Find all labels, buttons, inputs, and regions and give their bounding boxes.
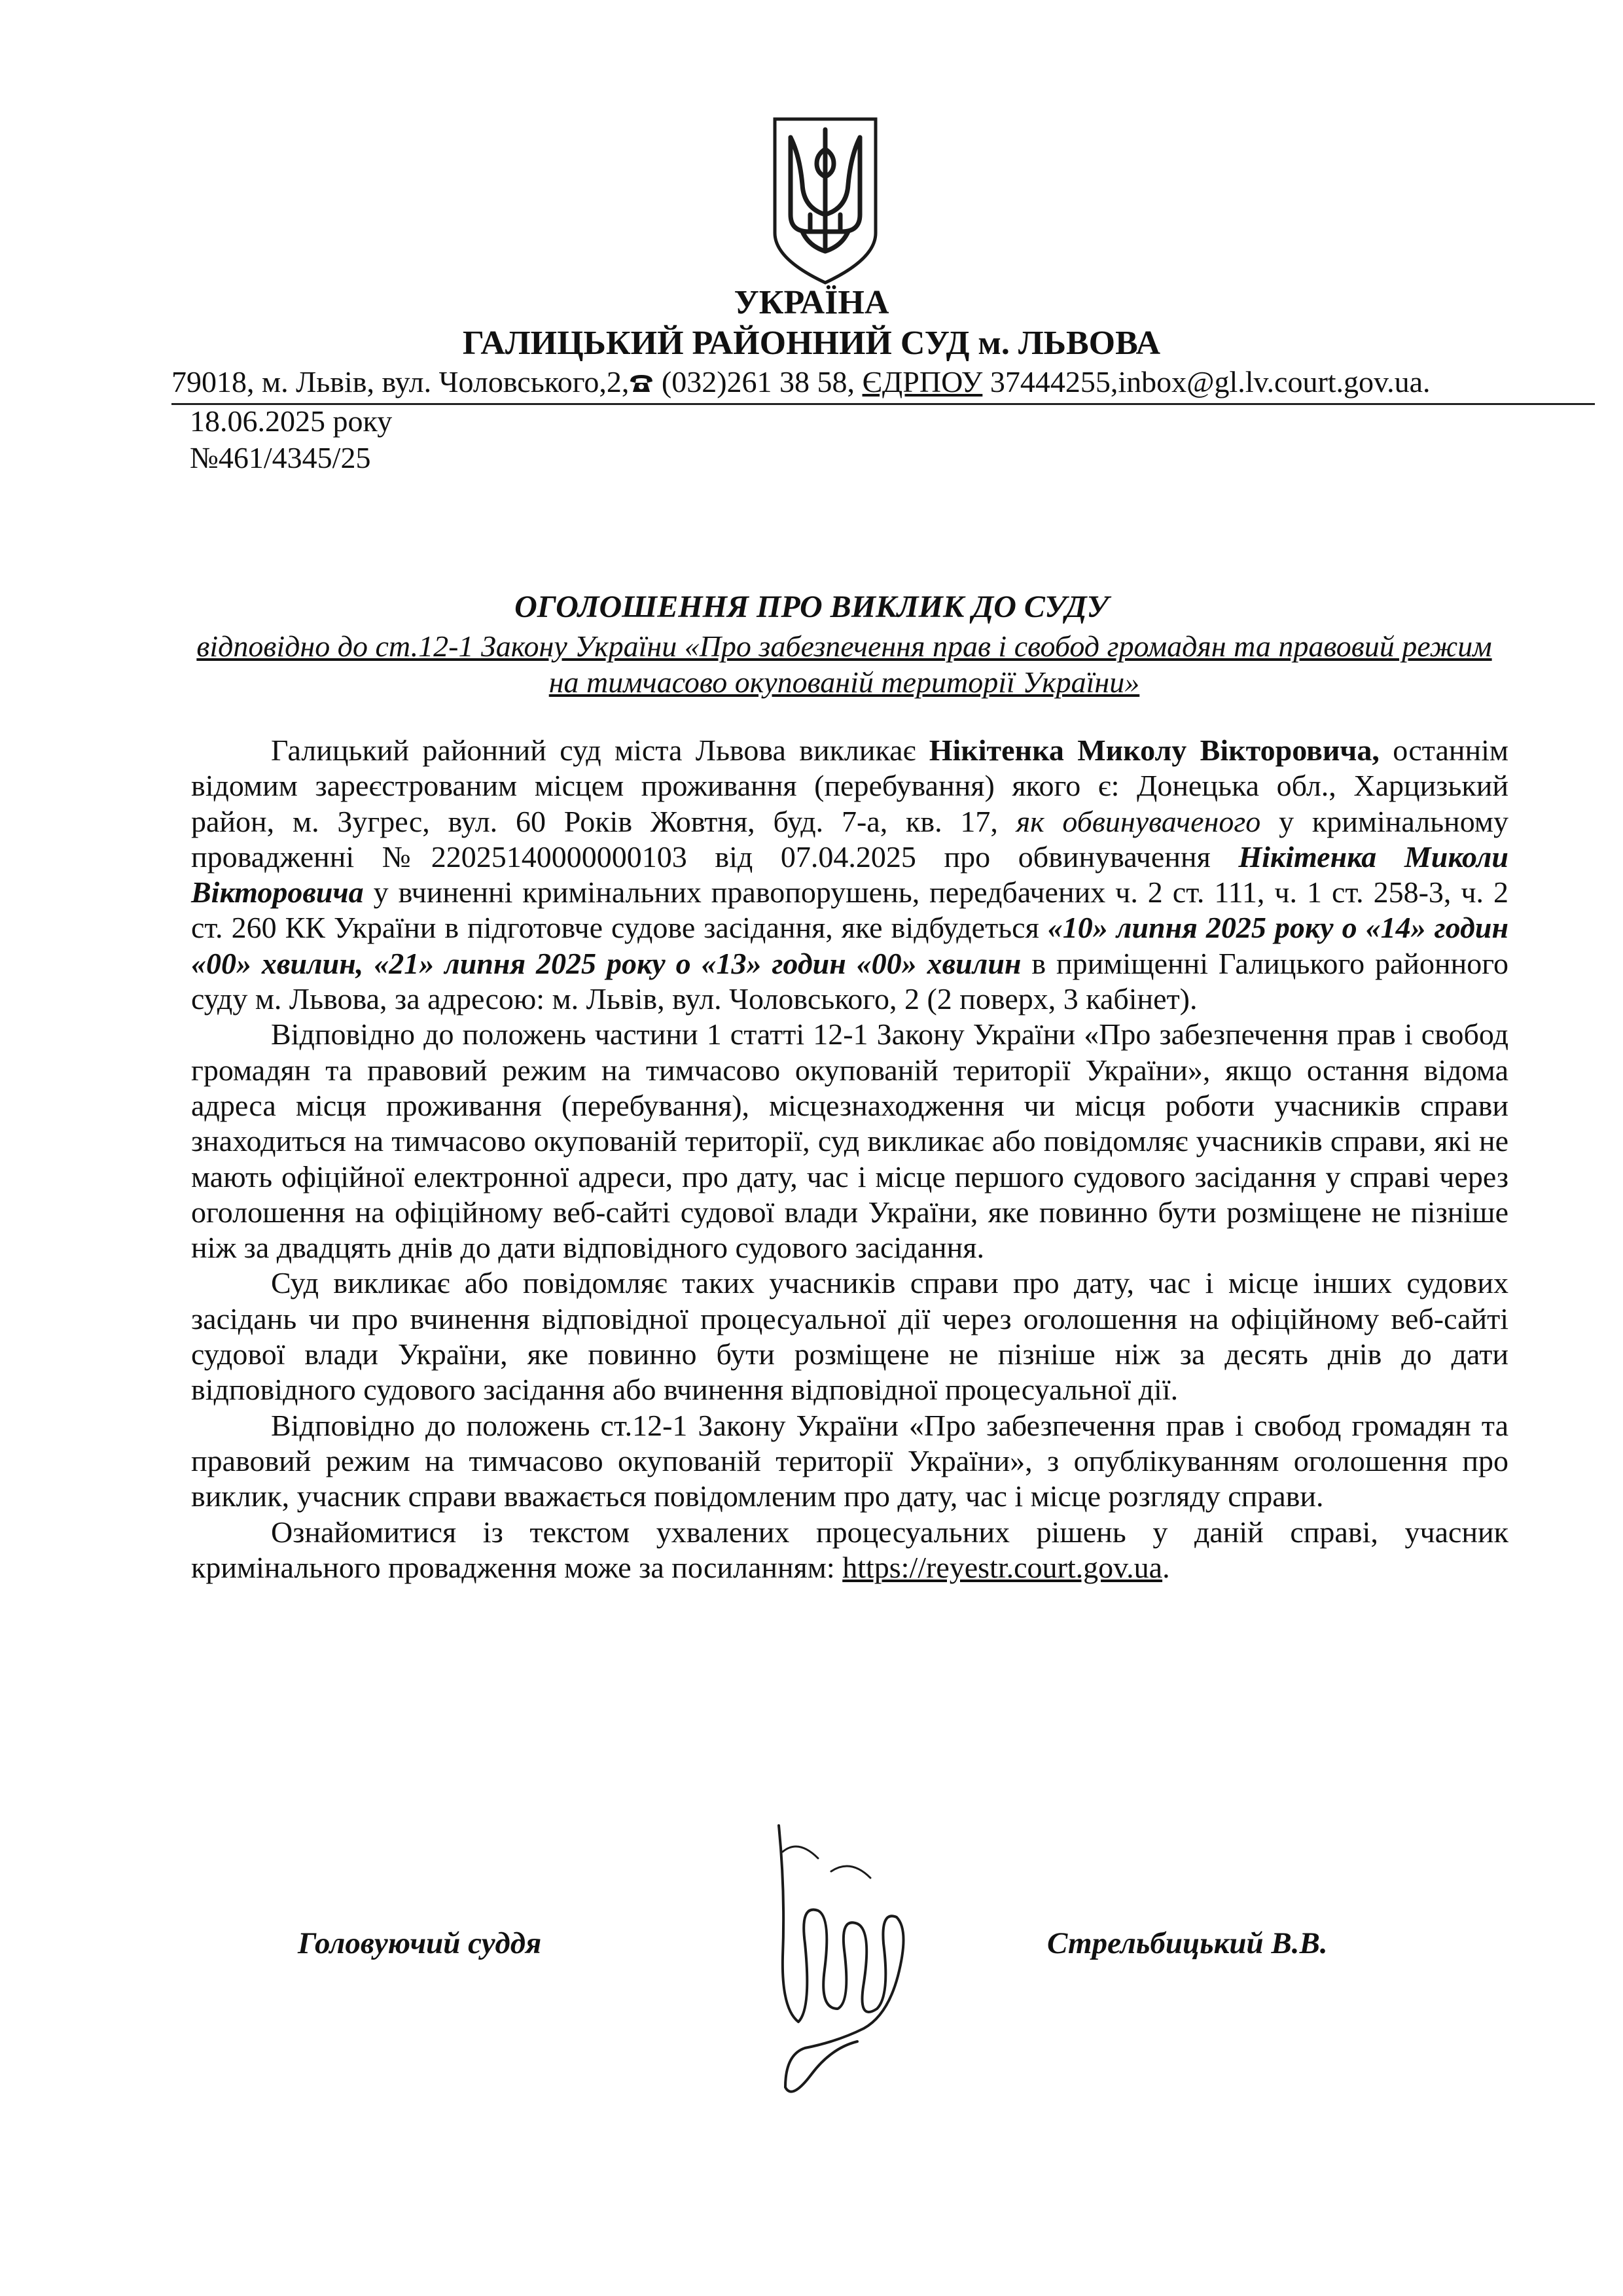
accused-status: як обвинуваченого [1016,804,1261,838]
paragraph-registry [191,1515,1508,1586]
signature-role: Головуючий суддя [298,1926,542,1960]
paragraph-summons [191,733,1508,1017]
announcement-body [191,733,1508,1585]
coat-of-arms-icon [771,116,880,285]
registry-text: Ознайомитися із текстом ухвалених процесуальних рішень у даній справі, учасник кримінального провадження може за посиланням: [191,1515,1508,1584]
summons-text: останнім відомим зареєстрованим місцем проживання (перебування) якого є: Донецька обл., Харцизький район, м. Зугрес, вул. 60 Років Жовтня, буд. 7-а, кв. 17, [191,733,1508,838]
summons-text: в приміщенні Галицького районного суду м. Львова, за адресою: м. Львів, вул. Чоловського, 2 (2 поверх, 3 кабінет). [191,946,1509,1016]
court-name-heading: ГАЛИЦЬКИЙ РАЙОННИЙ СУД м. ЛЬВОВА [462,325,1161,362]
paragraph-legal-basis: Відповідно до положень частини 1 статті 12-1 Закону України «Про забезпечення прав і свобод громадян та правовий режим на тимчасово окупованій території України», якщо остання відома адреса місця проживання (перебування), місцезнаходження чи місця роботи учасників справи знаходиться на тимчасово окупованій території, суд викликає або повідомляє учасників справи, які не мають офіційної електронної адреси, про дату, час і місце першого судового засідання у справі через оголошення на офіційному веб-сайті судової влади України, яке повинно бути розміщене не пізніше ніж за двадцять днів до дати відповідного судового засідання. [191,1017,1508,1265]
document-number: №461/4345/25 [190,441,371,474]
summons-text: у кримінальному провадженні №22025140000000103 від 07.04.2025 про обвинувачення [191,804,1509,874]
telephone-icon [629,374,654,393]
hearing-dates: «10» липня 2025 року о «14» годин «00» хвилин, «21» липня 2025 року о «13» годин «00» хвилин [191,911,1508,980]
judge-name: Стрельбицький В.В. [1047,1926,1328,1960]
announcement-subtitle: відповідно до ст.12-1 Закону України «Про забезпечення прав і свобод громадян та правовий режим на тимчасово окупованій території України» [196,629,1492,699]
edrpou-label: ЄДРПОУ [862,365,983,398]
summons-text: у вчиненні кримінальних правопорушень, передбачених ч. 2 ст. 111, ч. 1 ст. 258-3, ч. 2 ст. 260 КК України в підготовче судове засідання, яке відбудеться [191,875,1508,945]
paragraph-notification: Відповідно до положень ст.12-1 Закону України «Про забезпечення прав і свобод громадян та правовий режим на тимчасово окупованій території України», з опублікуванням оголошення про виклик, учасник справи вважається повідомленим про дату, час і місце розгляду справи. [191,1408,1508,1513]
paragraph-other-hearings: Суд викликає або повідомляє таких учасників справи про дату, час і місце інших судових засідань чи про вчинення відповідної процесуальної дії через оголошення на офіційному веб-сайті судової влади України, яке повинно бути розміщене не пізніше ніж за десять днів до дати відповідного судового засідання або вчинення відповідної процесуальної дії. [191,1266,1508,1407]
registry-link[interactable]: https://reyestr.court.gov.ua [842,1550,1163,1584]
court-address-line [171,364,1585,400]
accused-name: Нікітенка Миколу Вікторовича, [929,733,1380,767]
announcement-title: ОГОЛОШЕННЯ ПРО ВИКЛИК ДО СУДУ [514,590,1109,624]
summons-text: Галицький районний суд міста Львова викликає [271,733,929,767]
handwritten-signature [759,1812,923,2113]
phone-number: (032)261 38 58, [654,365,863,398]
address-prefix: 79018, м. Львів, вул. Чоловського,2, [171,365,630,398]
registry-text-end: . [1162,1550,1170,1584]
edrpou-and-email: 37444255,inbox@gl.lv.court.gov.ua. [982,365,1431,398]
country-heading: УКРАЇНА [734,284,889,321]
document-date: 18.06.2025 року [190,404,393,438]
accused-name-genitive: Нікітенка Миколи Вікторовича [191,839,1508,910]
